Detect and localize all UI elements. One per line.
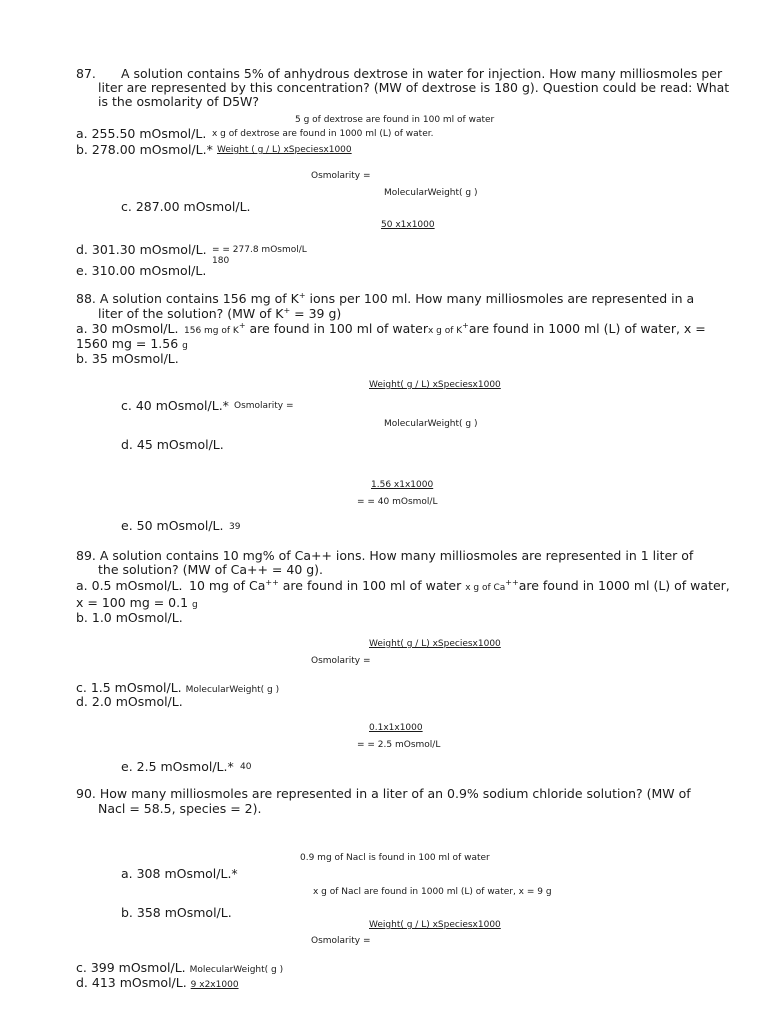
- question-text-line: Nacl = 58.5, species = 2).: [98, 801, 262, 816]
- formula-denominator: MolecularWeight( g ): [189, 965, 284, 975]
- question-text-line: the solution? (MW of Ca++ = 40 g).: [98, 562, 324, 577]
- answer-option-c: c. 40 mOsmol/L.*: [121, 398, 229, 413]
- osmolarity-label: Osmolarity =: [311, 936, 371, 946]
- answer-option-d: d. 45 mOsmol/L.: [121, 437, 224, 452]
- answer-option-a: a. 308 mOsmol/L.*: [121, 866, 238, 881]
- answer-option-c: c. 1.5 mOsmol/L. MolecularWeight( g ): [76, 680, 280, 695]
- working-note: 156 mg of K+ are found in 100 ml of waterx g of K+are found in 1000 ml (L) of water, x =: [184, 320, 706, 336]
- formula-denominator: MolecularWeight( g ): [384, 419, 478, 429]
- calc-denominator: 39: [229, 522, 241, 532]
- answer-option-a: a. 0.5 mOsmol/L.: [76, 578, 183, 593]
- answer-option-b: b. 278.00 mOsmol/L.*: [76, 142, 213, 157]
- working-note: x g of dextrose are found in 1000 ml (L) of water.: [212, 129, 434, 139]
- answer-option-b: b. 1.0 mOsmol/L.: [76, 610, 183, 625]
- answer-option-e: e. 50 mOsmol/L.: [121, 518, 224, 533]
- question-text-line: liter of the solution? (MW of K+ = 39 g): [98, 305, 342, 321]
- question-text-line: is the osmolarity of D5W?: [98, 94, 260, 109]
- question-number: 87.: [76, 66, 96, 81]
- question-text-line: 89. A solution contains 10 mg% of Ca++ ions. How many milliosmoles are represented in 1 liter of: [76, 548, 694, 563]
- calc-numerator: 0.1x1x1000: [369, 723, 423, 733]
- working-note: 5 g of dextrose are found in 100 ml of water: [295, 115, 495, 125]
- formula-numerator: Weight( g / L) xSpeciesx1000: [369, 380, 501, 390]
- calc-numerator: 50 x1x1000: [381, 220, 435, 230]
- osmolarity-label: Osmolarity =: [234, 401, 294, 411]
- answer-option-a: a. 30 mOsmol/L.: [76, 321, 179, 336]
- calc-result: = = 40 mOsmol/L: [357, 497, 438, 507]
- answer-option-c: c. 287.00 mOsmol/L.: [121, 199, 251, 214]
- answer-option-c: c. 399 mOsmol/L. MolecularWeight( g ): [76, 960, 284, 975]
- question-text-line: 88. A solution contains 156 mg of K+ ions per 100 ml. How many milliosmoles are represented in a: [76, 290, 695, 306]
- working-note: 10 mg of Ca++ are found in 100 ml of water x g of Ca++are found in 1000 ml (L) of water,: [189, 577, 730, 593]
- calc-numerator: 1.56 x1x1000: [371, 480, 434, 490]
- working-note: 0.9 mg of Nacl is found in 100 ml of water: [300, 853, 490, 863]
- answer-option-e: e. 310.00 mOsmol/L.: [76, 263, 207, 278]
- calc-result: = = 277.8 mOsmol/L: [212, 245, 307, 255]
- answer-option-d: d. 301.30 mOsmol/L.: [76, 242, 207, 257]
- calc-denominator: 40: [240, 762, 252, 772]
- answer-option-e: e. 2.5 mOsmol/L.*: [121, 759, 234, 774]
- working-note: x g of Nacl are found in 1000 ml (L) of water, x = 9 g: [313, 887, 552, 897]
- osmolarity-label: Osmolarity =: [311, 656, 371, 666]
- formula-numerator: Weight ( g / L) xSpeciesx1000: [217, 145, 352, 155]
- osmolarity-label: Osmolarity =: [311, 171, 371, 181]
- formula-numerator: Weight( g / L) xSpeciesx1000: [369, 639, 501, 649]
- formula-numerator: Weight( g / L) xSpeciesx1000: [369, 920, 501, 930]
- calc-result: = = 2.5 mOsmol/L: [357, 740, 441, 750]
- question-text-line: 90. How many milliosmoles are represented in a liter of an 0.9% sodium chloride solution? (MW of: [76, 786, 691, 801]
- answer-option-b: b. 358 mOsmol/L.: [121, 905, 232, 920]
- answer-option-d: d. 413 mOsmol/L. 9 x2x1000: [76, 975, 239, 990]
- question-text-line: A solution contains 5% of anhydrous dextrose in water for injection. How many milliosmoles per: [121, 66, 723, 81]
- formula-denominator: MolecularWeight( g ): [384, 188, 478, 198]
- calc-denominator: 180: [212, 256, 230, 266]
- answer-option-d: d. 2.0 mOsmol/L.: [76, 694, 183, 709]
- answer-option-a: a. 255.50 mOsmol/L.: [76, 126, 207, 141]
- formula-denominator: MolecularWeight( g ): [185, 685, 280, 695]
- question-text-line: liter are represented by this concentration? (MW of dextrose is 180 g). Question could be read: What: [98, 80, 730, 95]
- answer-option-b: b. 35 mOsmol/L.: [76, 351, 179, 366]
- conversion-line: x = 100 mg = 0.1 g: [76, 595, 198, 610]
- conversion-line: 1560 mg = 1.56 g: [76, 336, 188, 351]
- calc-numerator: 9 x2x1000: [190, 980, 239, 990]
